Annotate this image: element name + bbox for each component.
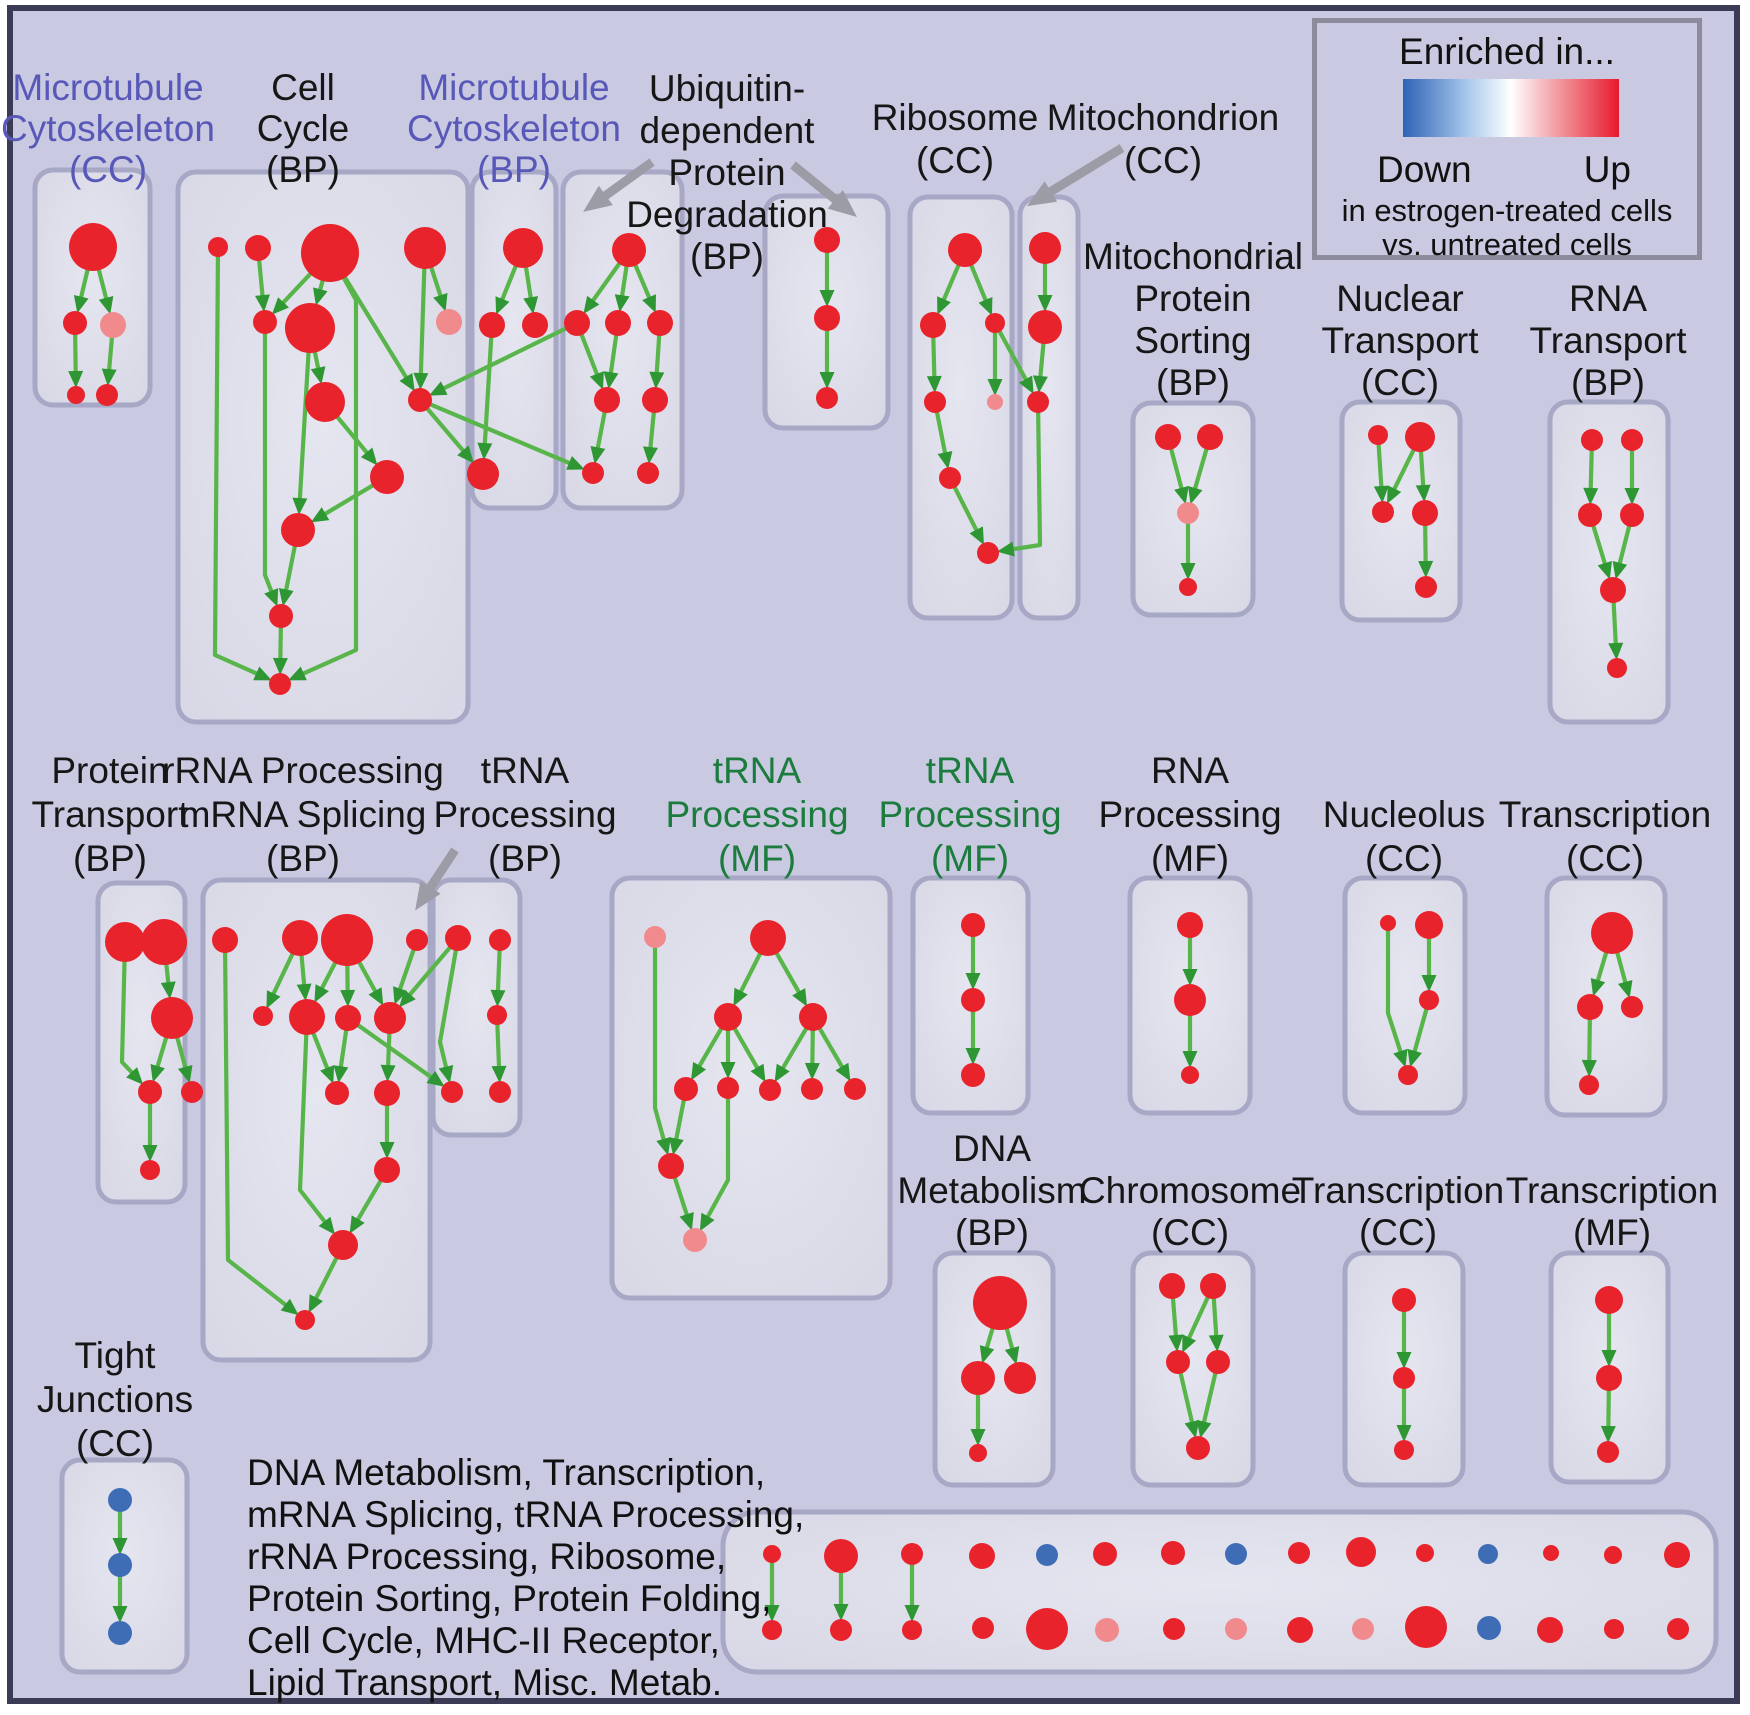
go-term-node-misc-box-c10t — [1346, 1537, 1376, 1567]
cluster-label-trna-mf1-line1: Processing — [665, 794, 849, 835]
go-term-node-ubiq-a-u8 — [637, 462, 659, 484]
go-term-node-mt-cc-b — [63, 311, 87, 335]
go-term-node-misc-box-c13t — [1543, 1545, 1559, 1561]
go-term-node-nucleolus-nu3 — [1419, 990, 1439, 1010]
go-term-node-misc-box-c6t — [1093, 1542, 1117, 1566]
go-term-node-nuc-trans-n2 — [1405, 422, 1435, 452]
go-term-node-rna-trans-q3 — [1578, 503, 1602, 527]
go-term-node-misc-box-c10b — [1352, 1618, 1374, 1640]
caption-line: Cell Cycle, MHC-II Receptor, — [247, 1620, 720, 1661]
go-term-node-rrna-j — [374, 1157, 400, 1183]
go-term-node-ubiq-a-u5 — [594, 387, 620, 413]
cluster-label-ribosome-line0: Ribosome — [871, 97, 1039, 138]
cluster-label-tight-junc-line1: Junctions — [36, 1379, 194, 1420]
go-term-node-ubiq-a-u7 — [582, 462, 604, 484]
go-term-node-trna-mf2-z1 — [961, 913, 985, 937]
cluster-label-prot-trans-line0: Protein — [51, 750, 169, 791]
go-term-node-chromosome-ch3 — [1166, 1350, 1190, 1374]
go-term-node-ubiq-a-u6 — [642, 387, 668, 413]
go-term-node-cell-cycle-cc11 — [281, 513, 315, 547]
go-term-node-dna-met-dm3 — [1004, 1362, 1036, 1394]
go-term-node-misc-box-c3b — [902, 1620, 922, 1640]
cluster-label-trna-bp-line1: Processing — [433, 794, 617, 835]
go-term-node-chromosome-ch5 — [1186, 1436, 1210, 1460]
go-term-node-trans-cc-bot-tr2 — [1393, 1367, 1415, 1389]
go-term-node-trna-mf1-w1 — [644, 926, 666, 948]
cluster-label-mito-line1: (CC) — [1123, 140, 1203, 181]
cluster-label-nuc-trans-line0: Nuclear — [1336, 278, 1464, 319]
go-term-node-prot-trans-E — [181, 1081, 203, 1103]
cluster-label-dna-met-line1: Metabolism — [897, 1170, 1087, 1211]
cluster-box-nuc-trans — [1342, 402, 1460, 620]
cluster-label-trans-cc-mid-line1: (CC) — [1565, 838, 1645, 879]
cluster-label-mt-cc-line1: Cytoskeleton — [1, 108, 215, 149]
cluster-label-trna-mf2-line2: (MF) — [930, 838, 1010, 879]
caption-line: mRNA Splicing, tRNA Processing, — [247, 1494, 805, 1535]
cluster-label-trna-bp-line2: (BP) — [488, 838, 562, 879]
go-term-node-misc-box-c2t — [824, 1539, 858, 1573]
go-term-node-rna-trans-q2 — [1621, 429, 1643, 451]
go-term-node-mito-mt2 — [1028, 310, 1062, 344]
go-term-node-prot-trans-A — [105, 922, 145, 962]
cluster-label-rna-proc-line1: Processing — [1098, 794, 1282, 835]
go-term-node-nucleolus-nu2 — [1415, 911, 1443, 939]
go-term-node-prot-trans-F — [140, 1160, 160, 1180]
go-term-node-cell-cycle-cc8 — [305, 382, 345, 422]
cluster-box-rrna — [203, 880, 430, 1360]
cluster-label-prot-trans-line1: Transport — [31, 794, 189, 835]
cluster-label-mito-line0: Mitochondrion — [1046, 97, 1280, 138]
go-term-node-trna-bp-tb4 — [441, 1081, 463, 1103]
legend-up-label: Up — [1583, 149, 1631, 190]
go-term-node-dna-met-dm4 — [969, 1444, 987, 1462]
cluster-label-cell-cycle-line0: Cell — [271, 67, 335, 108]
cluster-label-mt-cc-line2: (CC) — [68, 149, 148, 190]
go-term-node-cell-cycle-cc12 — [269, 604, 293, 628]
go-term-node-ribosome-r5 — [987, 394, 1003, 410]
go-term-node-rrna-g2 — [282, 920, 318, 956]
go-term-node-cell-cycle-cc4 — [404, 227, 446, 269]
cluster-label-nucleolus-line0: Nucleolus — [1322, 794, 1486, 835]
go-term-node-trna-mf1-w3 — [714, 1003, 742, 1031]
go-term-node-misc-box-c6b — [1095, 1618, 1119, 1642]
cluster-label-trans-cc-bot-line0: Transcription — [1291, 1170, 1505, 1211]
go-term-node-ribosome-r4 — [924, 391, 946, 413]
go-term-node-tight-junc-tj2 — [108, 1553, 132, 1577]
cluster-label-tight-junc-line0: Tight — [74, 1335, 156, 1376]
go-term-node-rna-proc-rp3 — [1181, 1066, 1199, 1084]
go-term-node-trans-cc-mid-tc4 — [1579, 1075, 1599, 1095]
go-term-node-misc-box-c4b — [972, 1617, 994, 1639]
go-term-node-trans-mf-tm2 — [1596, 1365, 1622, 1391]
go-term-node-trna-mf1-x2 — [717, 1077, 739, 1099]
go-term-node-mt-bp-m3 — [522, 312, 548, 338]
go-term-node-nuc-trans-n4 — [1412, 500, 1438, 526]
legend-subtitle-2: vs. untreated cells — [1382, 227, 1632, 262]
go-term-node-trna-mf2-z2 — [961, 988, 985, 1012]
cluster-label-cell-cycle-line2: (BP) — [266, 149, 340, 190]
go-term-node-rrna-g1 — [212, 927, 238, 953]
go-term-node-misc-box-c14t — [1604, 1546, 1622, 1564]
go-term-node-misc-box-c8b — [1225, 1618, 1247, 1640]
go-term-node-mt-bp-m4 — [467, 458, 499, 490]
go-term-node-chromosome-ch2 — [1200, 1273, 1226, 1299]
go-term-node-chromosome-ch1 — [1159, 1273, 1185, 1299]
go-term-node-trna-mf1-w4 — [799, 1003, 827, 1031]
cluster-box-misc-box — [723, 1512, 1716, 1672]
go-term-node-mt-cc-d — [67, 386, 85, 404]
go-term-node-misc-box-c7t — [1161, 1541, 1185, 1565]
go-term-node-nucleolus-nu1 — [1380, 915, 1396, 931]
go-term-node-trna-mf1-x4 — [801, 1078, 823, 1100]
go-term-node-mps-p4 — [1179, 578, 1197, 596]
cluster-label-trna-bp-line0: tRNA — [480, 750, 570, 791]
cluster-label-ribosome-line1: (CC) — [915, 140, 995, 181]
go-term-node-prot-trans-C — [151, 997, 193, 1039]
cluster-label-trna-mf1-line0: tRNA — [712, 750, 802, 791]
go-term-node-rrna-i1 — [325, 1081, 349, 1105]
go-term-node-ubiq-a-u2 — [564, 310, 590, 336]
go-term-node-misc-box-c12t — [1478, 1544, 1498, 1564]
legend-down-label: Down — [1377, 149, 1472, 190]
go-term-node-mt-bp-m1 — [503, 228, 543, 268]
go-term-node-trna-bp-tb1 — [445, 925, 471, 951]
go-term-node-cell-cycle-cc9 — [408, 388, 432, 412]
cluster-label-rna-trans-line2: (BP) — [1571, 362, 1645, 403]
go-term-node-ubiq-b-v3 — [816, 387, 838, 409]
go-term-node-misc-box-c4t — [969, 1543, 995, 1569]
go-term-node-misc-box-c9b — [1287, 1617, 1313, 1643]
go-term-node-cell-cycle-cc3 — [301, 224, 359, 282]
go-term-node-trna-mf2-z3 — [961, 1063, 985, 1087]
misc-clusters-caption — [247, 1452, 804, 1704]
cluster-label-trna-mf2-line1: Processing — [878, 794, 1062, 835]
go-term-node-ubiq-a-u1 — [612, 233, 646, 267]
color-legend — [1312, 18, 1702, 260]
go-term-node-ubiq-a-u4 — [647, 310, 673, 336]
cluster-label-tight-junc-line2: (CC) — [75, 1423, 155, 1464]
cluster-label-trna-mf2-line0: tRNA — [925, 750, 1015, 791]
go-term-node-misc-box-c15t — [1664, 1542, 1690, 1568]
go-term-node-mito-mt1 — [1029, 232, 1061, 264]
go-term-node-trna-mf1-x3 — [759, 1079, 781, 1101]
go-term-node-ubiq-a-u3 — [605, 310, 631, 336]
cluster-label-mps-line0: Mitochondrial — [1082, 236, 1304, 277]
go-term-node-trans-mf-tm3 — [1597, 1441, 1619, 1463]
cluster-label-mt-bp-line1: Cytoskeleton — [407, 108, 621, 149]
cluster-label-ubiq-a-line2: Protein — [668, 152, 786, 193]
go-term-node-rna-proc-rp2 — [1174, 984, 1206, 1016]
go-term-node-rna-trans-q1 — [1581, 429, 1603, 451]
go-term-node-misc-box-c2b — [830, 1619, 852, 1641]
go-term-node-trans-cc-mid-tc3 — [1621, 996, 1643, 1018]
go-term-node-tight-junc-tj3 — [108, 1621, 132, 1645]
go-term-node-nucleolus-nu4 — [1398, 1065, 1418, 1085]
go-term-node-dna-met-dm1 — [973, 1276, 1027, 1330]
go-term-node-cell-cycle-cc5 — [253, 310, 277, 334]
go-term-node-misc-box-c11t — [1416, 1544, 1434, 1562]
go-term-node-tight-junc-tj1 — [108, 1488, 132, 1512]
go-term-node-trans-cc-mid-tc1 — [1591, 912, 1633, 954]
go-term-node-ubiq-b-v2 — [814, 305, 840, 331]
go-term-node-nuc-trans-n1 — [1368, 425, 1388, 445]
go-term-node-misc-box-c5b — [1026, 1608, 1068, 1650]
cluster-label-rrna-line0: rRNA Processing — [162, 750, 444, 791]
cluster-label-ubiq-a-line3: Degradation — [626, 194, 828, 235]
go-term-node-trna-bp-tb2 — [489, 929, 511, 951]
go-term-node-trna-mf1-y1 — [658, 1153, 684, 1179]
cluster-label-rrna-line2: (BP) — [266, 838, 340, 879]
go-term-node-mps-p3 — [1177, 502, 1199, 524]
cluster-label-dna-met-line2: (BP) — [955, 1212, 1029, 1253]
go-term-node-ribosome-r2 — [920, 312, 946, 338]
go-term-node-cell-cycle-cc2 — [245, 235, 271, 261]
go-term-node-misc-box-c8t — [1225, 1543, 1247, 1565]
cluster-label-rna-trans-line1: Transport — [1529, 320, 1687, 361]
go-term-node-rna-trans-q6 — [1607, 658, 1627, 678]
go-term-node-rrna-g4 — [406, 929, 428, 951]
go-term-node-misc-box-c13b — [1537, 1617, 1563, 1643]
cluster-label-rna-trans-line0: RNA — [1568, 278, 1648, 319]
go-term-node-cell-cycle-cc6 — [285, 303, 335, 353]
cluster-label-mps-line1: Protein — [1134, 278, 1252, 319]
go-term-node-rna-trans-q4 — [1620, 503, 1644, 527]
cluster-label-cell-cycle-line1: Cycle — [256, 108, 350, 149]
cluster-label-trans-cc-mid-line0: Transcription — [1498, 794, 1712, 835]
cluster-label-nuc-trans-line1: Transport — [1321, 320, 1479, 361]
go-term-node-ribosome-r7 — [977, 542, 999, 564]
cluster-label-rna-proc-line2: (MF) — [1150, 838, 1230, 879]
cluster-label-trans-mf-line1: (MF) — [1572, 1212, 1652, 1253]
go-term-node-mt-cc-e — [96, 384, 118, 406]
go-term-node-rrna-g3 — [321, 914, 373, 966]
caption-line: Protein Sorting, Protein Folding, — [247, 1578, 772, 1619]
go-term-node-mt-cc-c — [100, 312, 126, 338]
go-term-node-trans-cc-mid-tc2 — [1577, 994, 1603, 1020]
cluster-label-trna-mf1-line2: (MF) — [717, 838, 797, 879]
go-term-node-rrna-i2 — [374, 1080, 400, 1106]
go-term-node-rrna-h3 — [335, 1005, 361, 1031]
cluster-label-prot-trans-line2: (BP) — [73, 838, 147, 879]
go-term-node-chromosome-ch4 — [1206, 1350, 1230, 1374]
go-term-node-mt-cc-a — [69, 223, 117, 271]
cluster-label-mt-cc-line0: Microtubule — [12, 67, 204, 108]
go-term-node-trans-cc-bot-tr1 — [1392, 1288, 1416, 1312]
cluster-label-mps-line3: (BP) — [1156, 362, 1230, 403]
go-term-node-misc-box-c12b — [1477, 1616, 1501, 1640]
go-term-node-misc-box-c11b — [1405, 1606, 1447, 1648]
go-term-node-misc-box-c7b — [1163, 1618, 1185, 1640]
go-term-node-trna-bp-tb3 — [487, 1005, 507, 1025]
cluster-label-trans-cc-bot-line1: (CC) — [1358, 1212, 1438, 1253]
go-term-node-rrna-h1 — [253, 1006, 273, 1026]
go-term-node-rrna-h2 — [289, 999, 325, 1035]
go-term-node-ribosome-r1 — [948, 233, 982, 267]
go-term-node-ribosome-r6 — [939, 467, 961, 489]
go-term-node-rna-trans-q5 — [1600, 577, 1626, 603]
cluster-label-trans-mf-line0: Transcription — [1505, 1170, 1719, 1211]
cluster-label-rrna-line1: mRNA Splicing — [179, 794, 427, 835]
cluster-label-ubiq-a-line0: Ubiquitin- — [648, 68, 806, 109]
go-term-node-trans-mf-tm1 — [1595, 1286, 1623, 1314]
cluster-box-mt-cc — [35, 170, 150, 405]
go-term-node-trans-cc-bot-tr3 — [1394, 1440, 1414, 1460]
legend-gradient-bar — [1403, 79, 1619, 137]
cluster-label-chromosome-line0: Chromosome — [1078, 1170, 1302, 1211]
go-term-node-mps-p2 — [1197, 424, 1223, 450]
go-term-node-prot-trans-D — [138, 1080, 162, 1104]
go-term-node-cell-cycle-cc7 — [436, 309, 462, 335]
cluster-label-rna-proc-line0: RNA — [1150, 750, 1230, 791]
go-term-node-rrna-k — [328, 1230, 358, 1260]
cluster-label-ubiq-a-line4: (BP) — [690, 236, 764, 277]
go-term-node-misc-box-c9t — [1288, 1542, 1310, 1564]
go-term-node-dna-met-dm2 — [961, 1361, 995, 1395]
go-term-node-cell-cycle-cc10 — [370, 460, 404, 494]
cluster-label-mt-bp-line0: Microtubule — [418, 67, 610, 108]
go-term-node-misc-box-c5t — [1036, 1544, 1058, 1566]
go-term-node-cell-cycle-cc1 — [208, 237, 228, 257]
go-term-node-rna-proc-rp1 — [1177, 912, 1203, 938]
go-term-node-rrna-h4 — [374, 1002, 406, 1034]
cluster-label-dna-met-line0: DNA — [952, 1128, 1032, 1169]
cluster-label-nucleolus-line1: (CC) — [1364, 838, 1444, 879]
caption-line: Lipid Transport, Misc. Metab. — [247, 1662, 723, 1703]
cluster-label-mt-bp-line2: (BP) — [477, 149, 551, 190]
legend-subtitle-1: in estrogen-treated cells — [1341, 193, 1673, 228]
go-term-node-rrna-l — [295, 1310, 315, 1330]
go-term-node-mps-p1 — [1155, 424, 1181, 450]
go-term-node-mito-mt3 — [1027, 391, 1049, 413]
caption-line: rRNA Processing, Ribosome, — [247, 1536, 727, 1577]
go-term-node-trna-mf1-y2 — [683, 1228, 707, 1252]
go-term-node-nuc-trans-n3 — [1372, 501, 1394, 523]
caption-line: DNA Metabolism, Transcription, — [247, 1452, 766, 1493]
go-term-node-misc-box-c14b — [1604, 1619, 1624, 1639]
go-term-node-trna-mf1-w2 — [750, 920, 786, 956]
go-term-node-misc-box-c3t — [901, 1543, 923, 1565]
cluster-label-mps-line2: Sorting — [1134, 320, 1252, 361]
go-term-node-trna-mf1-x5 — [844, 1078, 866, 1100]
go-term-node-trna-mf1-x1 — [674, 1077, 698, 1101]
cluster-label-chromosome-line1: (CC) — [1150, 1212, 1230, 1253]
go-term-node-misc-box-c15b — [1667, 1618, 1689, 1640]
go-term-node-cell-cycle-cc13 — [269, 673, 291, 695]
go-term-node-ribosome-r3 — [985, 313, 1005, 333]
cluster-label-ubiq-a-line1: dependent — [639, 110, 815, 151]
go-term-node-prot-trans-B — [141, 919, 187, 965]
go-term-node-nuc-trans-n5 — [1415, 576, 1437, 598]
legend-title: Enriched in... — [1399, 31, 1615, 72]
go-term-node-trna-bp-tb5 — [489, 1081, 511, 1103]
go-term-node-mt-bp-m2 — [479, 312, 505, 338]
cluster-label-nuc-trans-line2: (CC) — [1360, 362, 1440, 403]
